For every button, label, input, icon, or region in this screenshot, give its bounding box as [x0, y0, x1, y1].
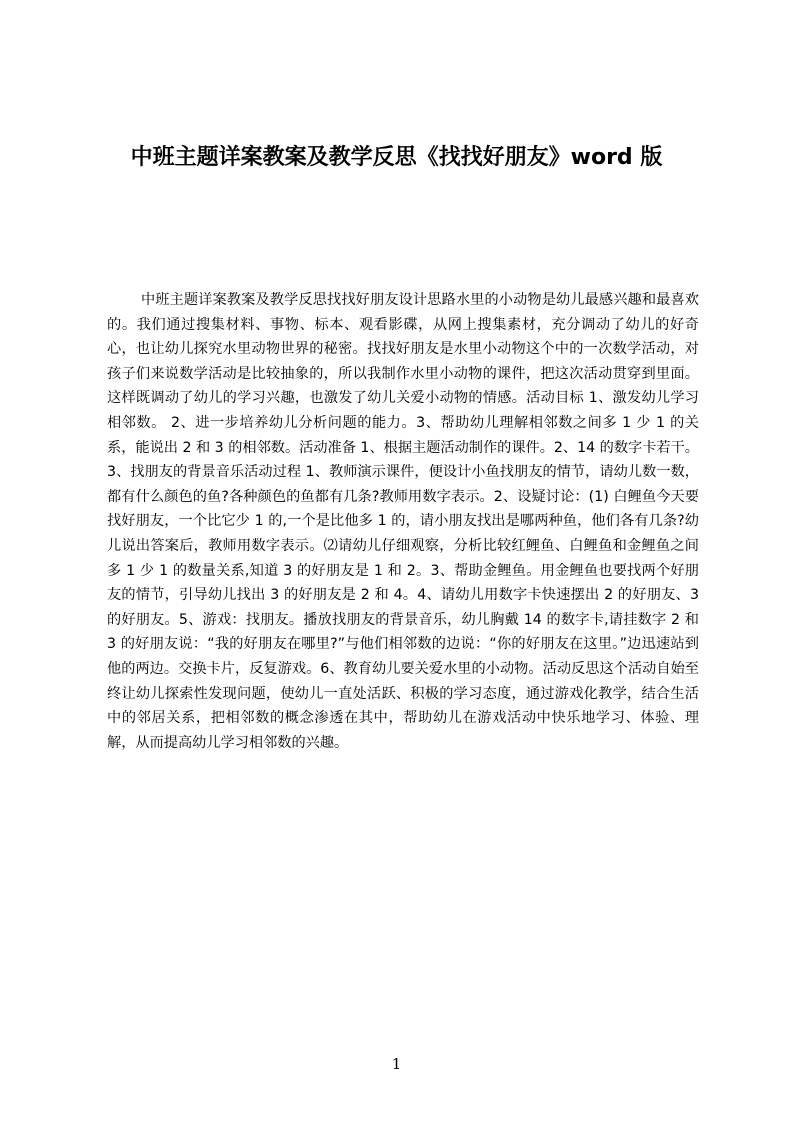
body-paragraph: 中班主题详案教案及教学反思找找好朋友设计思路水里的小动物是幼儿最感兴趣和最喜欢的。我们通过搜集材料、事物、标本、观看影碟，从网上搜集素材，充分调动了幼儿的好奇心，也让幼儿探究水里动物世界的秘密。找找好朋友是水里小动物这个中的一次数学活动，对孩子们来说数学活动是比较抽象的，所以我制作水里小动物的课件，把这次活动贯穿到里面。这样既调动了幼儿的学习兴趣，也激发了幼儿关爱小动物的情感。活动目标 1、激发幼儿学习相邻数。 2、进一步培养幼儿分析问题的能力。3、帮助幼儿理解相邻数之间多 1 少 1 的关系，能说出 2 和 3 的相邻数。活动准备 1、根据主题活动制作的课件。2、14 的数字卡若干。3、找朋友的背景音乐活动过程 1、教师演示课件，便设计小鱼找朋友的情节，请幼儿数一数，都有什么颜色的鱼?各种颜色的鱼都有几条?教师用数字表示。2、设疑讨论：(1) 白鲤鱼今天要找好朋友，一个比它少 1 的,一个是比他多 1 的，请小朋友找出是哪两种鱼，他们各有几条?幼儿说出答案后，教师用数字表示。⑵请幼儿仔细观察，分析比较红鲤鱼、白鲤鱼和金鲤鱼之间多 1 少 1 的数量关系,知道 3 的好朋友是 1 和 2。3、帮助金鲤鱼。用金鲤鱼也要找两个好朋友的情节，引导幼儿找出 3 的好朋友是 2 和 4。4、请幼儿用数字卡快速摆出 2 的好朋友、3 的好朋友。5、游戏：找朋友。播放找朋友的背景音乐，幼儿胸戴 14 的数字卡,请挂数字 2 和 3 的好朋友说：“我的好朋友在哪里?”与他们相邻数的边说：“你的好朋友在这里。”边迅速站到他的两边。交换卡片，反复游戏。6、教育幼儿要关爱水里的小动物。活动反思这个活动自始至终让幼儿探索性发现问题，使幼儿一直处活跃、积极的学习态度，通过游戏化教学，结合生活中的邻居关系，把相邻数的概念渗透在其中，帮助幼儿在游戏活动中快乐地学习、体验、理解，从而提高幼儿学习相邻数的兴趣。	[107, 292, 699, 751]
page-number: 1	[391, 1055, 402, 1073]
document-title: 中班主题详案教案及教学反思《找找好朋友》word 版	[130, 145, 663, 170]
